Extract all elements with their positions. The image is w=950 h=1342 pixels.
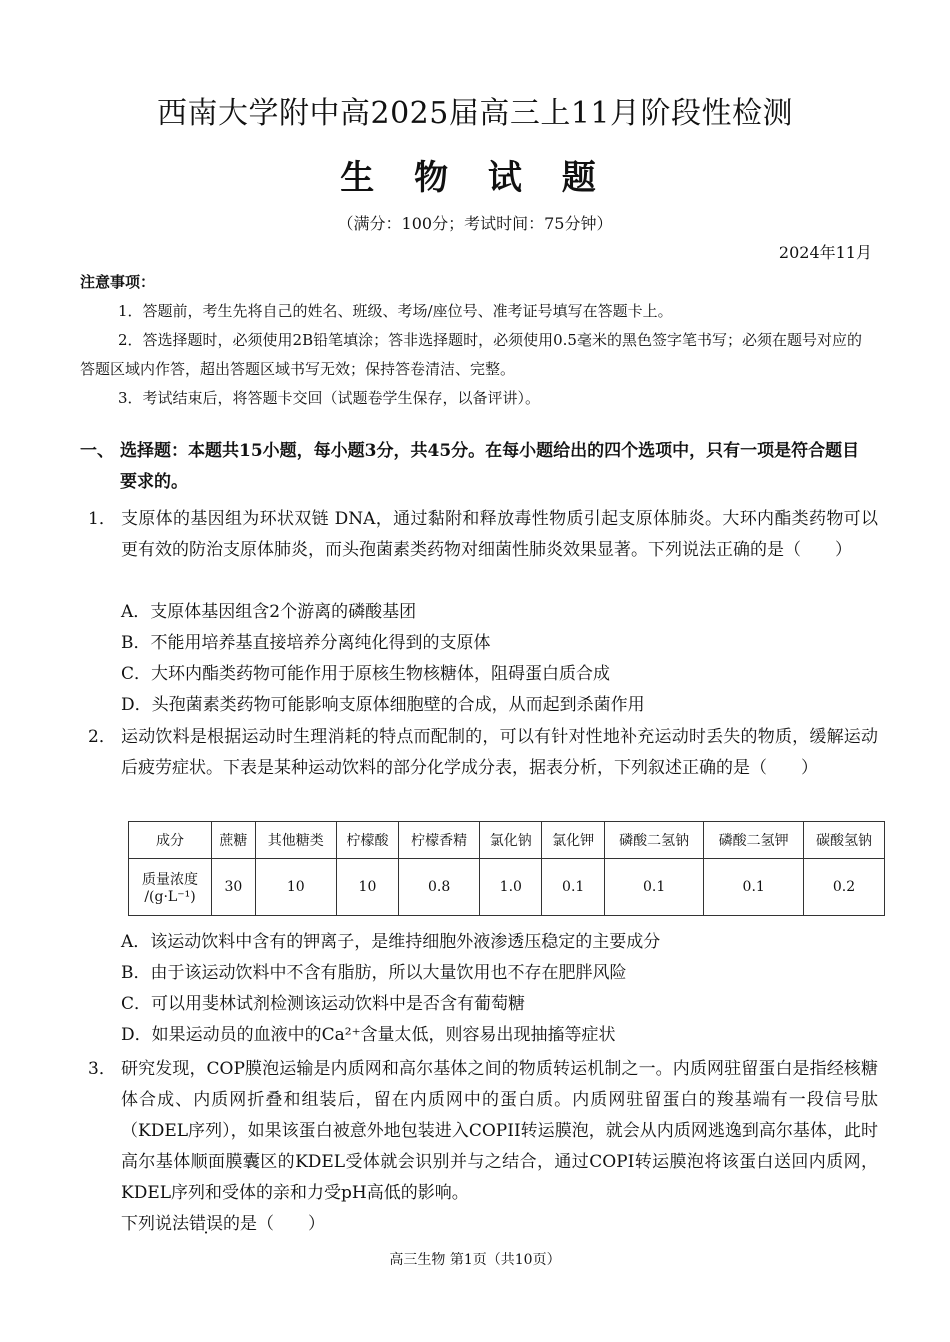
question-stem: 支原体的基因组为环状双链 DNA，通过黏附和释放毒性物质引起支原体肺炎。大环内酯类药物可以更有效的防治支原体肺炎，而头孢菌素类药物对细菌性肺炎效果显著。下列说法正确的是（ ） (121, 509, 878, 560)
subject-title: 生 物 试 题 (340, 158, 610, 198)
question-number: 3． (88, 1059, 116, 1079)
question-stem: 研究发现，COP膜泡运输是内质网和高尔基体之间的物质转运机制之一。内质网驻留蛋白是指经核糖体合成、内质网折叠和组装后，留在内质网中的蛋白质。内质网驻留蛋白的羧基端有一段信号肽（KDEL序列），如果该蛋白被意外地包装进入COPII转运膜泡，就会从内质网逃逸到高尔基体，此时高尔基体顺面膜囊区的KDEL受体就会识别并与之结合，通过COPI转运膜泡将该蛋白送回内质网，KDEL序列和受体的亲和力受pH高低的影响。 (121, 1059, 878, 1203)
question-1 (88, 504, 878, 566)
table-header-cell: 蔗糖 (212, 822, 256, 859)
notice-item-2: 2．答选择题时，必须使用2B铅笔填涂；答非选择题时，必须使用0.5毫米的黑色签字笔书写；必须在题号对应的答题区域内作答，超出答题区域书写无效；保持答卷清洁、完整。 (80, 331, 862, 378)
row-label-unit: /(g·L⁻¹) (144, 889, 196, 905)
table-cell: 0.1 (542, 859, 604, 916)
table-header-cell: 其他糖类 (255, 822, 336, 859)
table-header-cell: 成分 (129, 822, 212, 859)
table-header-cell: 磷酸二氢钠 (604, 822, 704, 859)
q3-lead-pre: 下列说法 (121, 1214, 189, 1234)
table-header-cell: 柠檬香精 (399, 822, 480, 859)
table-cell: 0.1 (704, 859, 804, 916)
exam-meta: （满分：100分；考试时间：75分钟） (337, 214, 613, 233)
composition-table (128, 821, 885, 916)
table-header-cell: 碳酸氢钠 (803, 822, 884, 859)
q2-option-d: D．如果运动员的血液中的Ca²⁺含量太低，则容易出现抽搐等症状 (121, 1025, 616, 1045)
table-cell: 0.1 (604, 859, 704, 916)
exam-title: 西南大学附中高2025届高三上11月阶段性检测 (156, 96, 794, 131)
notice-heading: 注意事项： (80, 273, 156, 291)
table-header-cell: 磷酸二氢钾 (704, 822, 804, 859)
row-label-line: 质量浓度 (142, 872, 198, 888)
q1-option-a: A．支原体基因组含2个游离的磷酸基团 (121, 602, 417, 622)
question-number: 1． (88, 509, 116, 529)
table-row (129, 859, 885, 916)
page-footer: 高三生物 第1页（共10页） (389, 1252, 561, 1268)
q3-lead-post: 的是（ ） (223, 1214, 325, 1234)
table-cell: 10 (336, 859, 398, 916)
section-heading (80, 436, 875, 498)
question-number: 2． (88, 727, 116, 747)
question-2 (88, 722, 878, 784)
table-cell: 1.0 (480, 859, 542, 916)
question-stem: 运动饮料是根据运动时生理消耗的特点而配制的，可以有针对性地补充运动时丢失的物质，缓解运动后疲劳症状。下表是某种运动饮料的部分化学成分表，据表分析，下列叙述正确的是（ ） (121, 727, 878, 778)
q2-option-b: B．由于该运动饮料中不含有脂肪，所以大量饮用也不存在肥胖风险 (121, 963, 627, 983)
notice-item-1: 1．答题前，考生先将自己的姓名、班级、考场/座位号、准考证号填写在答题卡上。 (118, 302, 673, 320)
table-cell: 0.2 (803, 859, 884, 916)
table-header-row (129, 822, 885, 859)
section-number: 一、 (80, 441, 114, 461)
q3-lead-emphasis: 错误 (189, 1214, 223, 1234)
q2-option-a: A．该运动饮料中含有的钾离子，是维持细胞外液渗透压稳定的主要成分 (121, 932, 661, 952)
q1-option-d: D．头孢菌素类药物可能影响支原体细胞壁的合成，从而起到杀菌作用 (121, 695, 645, 715)
table-header-cell: 氯化钾 (542, 822, 604, 859)
q1-option-c: C．大环内酯类药物可能作用于原核生物核糖体，阻碍蛋白质合成 (121, 664, 611, 684)
table-cell: 10 (255, 859, 336, 916)
row-label-cell (129, 859, 212, 916)
exam-date: 2024年11月 (778, 243, 872, 262)
table-cell: 30 (212, 859, 256, 916)
notice-item-3: 3．考试结束后，将答题卡交回（试题卷学生保存，以备评讲）。 (118, 389, 541, 407)
q3-lead (121, 1209, 325, 1240)
table-header-cell: 柠檬酸 (336, 822, 398, 859)
q2-option-c: C．可以用斐林试剂检测该运动饮料中是否含有葡萄糖 (121, 994, 526, 1014)
q1-option-b: B．不能用培养基直接培养分离纯化得到的支原体 (121, 633, 491, 653)
table-cell: 0.8 (399, 859, 480, 916)
table-header-cell: 氯化钠 (480, 822, 542, 859)
section-text: 选择题：本题共15小题，每小题3分，共45分。在每小题给出的四个选项中，只有一项是符合题目要求的。 (120, 441, 860, 492)
question-3 (88, 1054, 878, 1209)
